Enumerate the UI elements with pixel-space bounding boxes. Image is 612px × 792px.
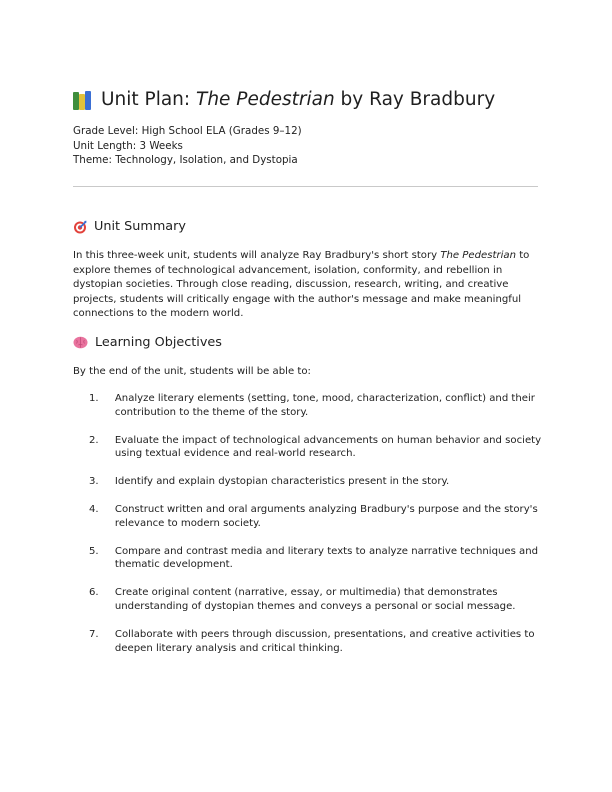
item-number: 5. bbox=[89, 545, 99, 557]
unit-summary-text: In this three-week unit, students will analyze Ray Bradbury's short story The Pedestrian to explore themes of technological advancement, isolation, conformity, and rebellion in dystopian societies. Through close reading, discussion, research, writing, and creative projects, students will critically engage with the author's message and make meaningful connections to the modern world. bbox=[73, 250, 530, 320]
item-number: 7. bbox=[89, 628, 99, 640]
divider bbox=[73, 186, 538, 187]
list-item bbox=[73, 434, 543, 462]
learning-objectives-heading bbox=[73, 335, 222, 350]
title-text: Unit Plan: The Pedestrian by Ray Bradbury bbox=[101, 89, 496, 110]
item-number: 3. bbox=[89, 476, 99, 488]
target-icon bbox=[73, 220, 87, 234]
item-text: Evaluate the impact of technological advancements on human behavior and society using textual evidence and real-world research. bbox=[114, 434, 542, 460]
list-item bbox=[73, 392, 543, 420]
item-text: Compare and contrast media and literary texts to analyze narrative techniques and thematic development. bbox=[114, 545, 539, 571]
item-number: 6. bbox=[89, 587, 99, 599]
objectives-intro: By the end of the unit, students will be able to: bbox=[73, 366, 311, 377]
books-icon bbox=[73, 90, 95, 110]
item-text: Construct written and oral arguments analyzing Bradbury's purpose and the story's relevance to modern society. bbox=[114, 503, 538, 529]
unit-meta bbox=[73, 124, 302, 168]
item-number: 2. bbox=[89, 434, 99, 446]
list-item bbox=[73, 628, 543, 656]
title-book: The Pedestrian bbox=[196, 89, 335, 110]
brain-icon bbox=[73, 336, 88, 349]
list-item bbox=[73, 503, 543, 531]
unit-theme: Theme: Technology, Isolation, and Dystopia bbox=[73, 154, 298, 166]
unit-summary-heading bbox=[73, 219, 186, 234]
objectives-list bbox=[73, 392, 543, 669]
learning-objectives-title: Learning Objectives bbox=[95, 335, 222, 350]
grade-level: Grade Level: High School ELA (Grades 9–12) bbox=[73, 125, 302, 137]
summary-book: The Pedestrian bbox=[440, 250, 516, 261]
document-title bbox=[73, 89, 495, 110]
list-item bbox=[73, 586, 543, 614]
unit-length: Unit Length: 3 Weeks bbox=[73, 139, 183, 152]
list-item bbox=[73, 475, 543, 489]
unit-summary-title: Unit Summary bbox=[94, 219, 186, 234]
item-text: Identify and explain dystopian characteristics present in the story. bbox=[114, 476, 450, 488]
item-text: Create original content (narrative, essay, or multimedia) that demonstrates understanding of dystopian themes and conveys a personal or social message. bbox=[114, 587, 516, 612]
list-item bbox=[73, 545, 543, 573]
item-number: 1. bbox=[89, 393, 99, 404]
item-text: Collaborate with peers through discussion, presentations, and creative activities to deepen literary analysis and critical thinking. bbox=[114, 628, 535, 654]
item-text: Analyze literary elements (setting, tone, mood, characterization, conflict) and their contribution to the theme of the story. bbox=[114, 393, 535, 418]
item-number: 4. bbox=[89, 503, 99, 515]
